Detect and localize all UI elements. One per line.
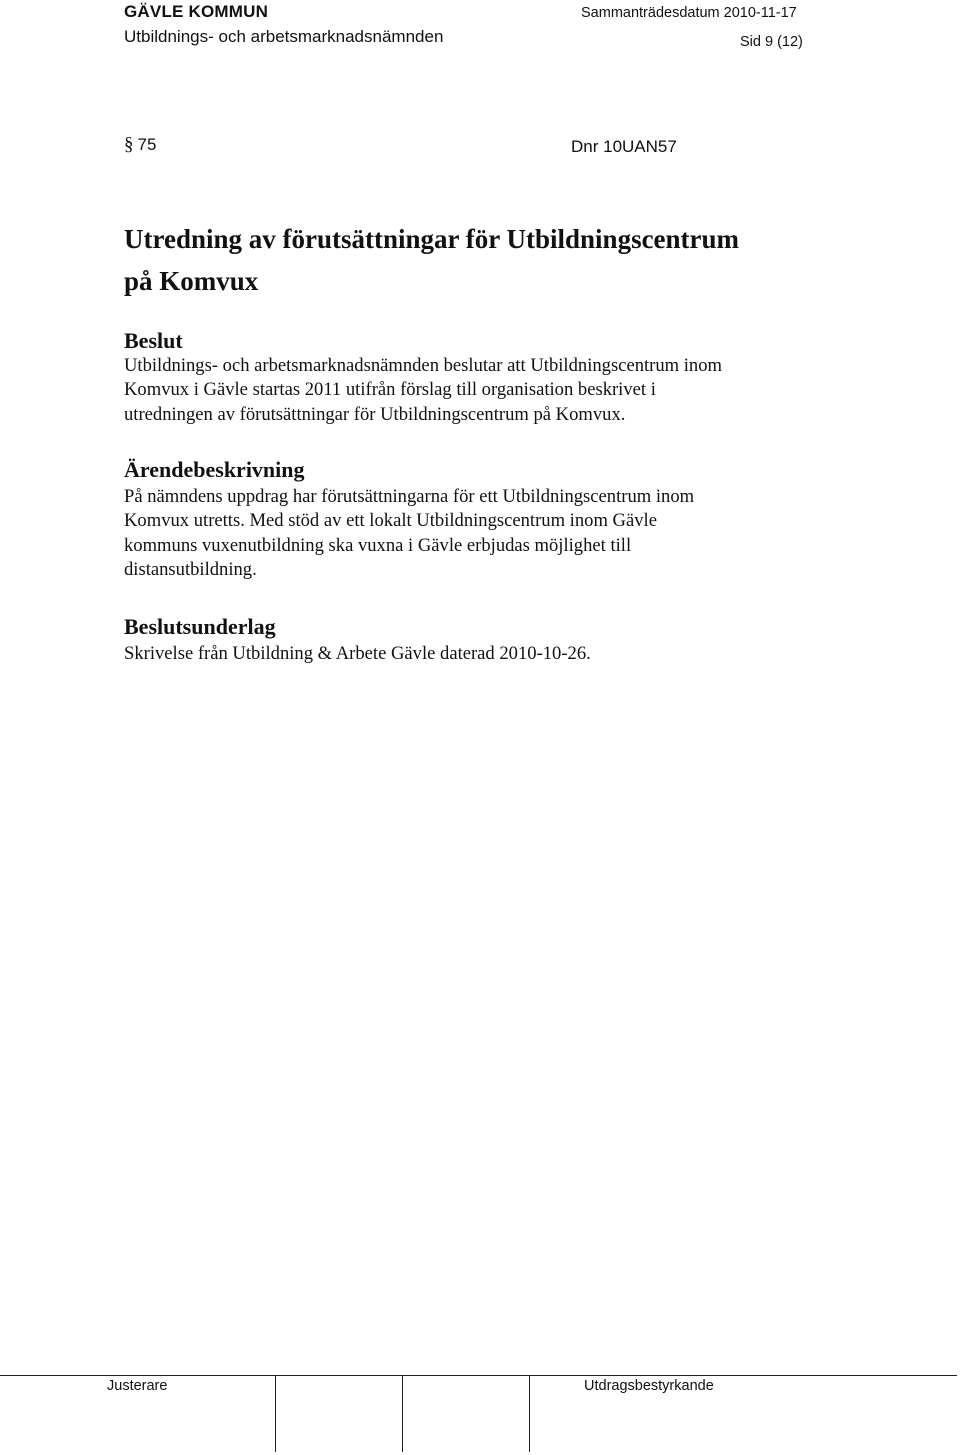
- section-text-beslutsunderlag: [124, 642, 814, 666]
- section-heading-arendebeskrivning: Ärendebeskrivning: [124, 457, 305, 482]
- diary-number: Dnr 10UAN57: [571, 137, 677, 156]
- page-number: Sid 9 (12): [740, 34, 803, 50]
- footer-column-divider: [275, 1375, 276, 1452]
- title-line: Utredning av förutsättningar för Utbildningscentrum: [124, 224, 740, 254]
- text-line: Komvux i Gävle startas 2011 utifrån förslag till organisation beskrivet i: [124, 379, 656, 401]
- text-line: utredningen av förutsättningar för Utbildningscentrum på Komvux.: [124, 403, 626, 425]
- text-line: kommuns vuxenutbildning ska vuxna i Gävle erbjudas möjlighet till: [124, 534, 632, 556]
- text-line: Utbildnings- och arbetsmarknadsnämnden beslutar att Utbildningscentrum inom: [124, 355, 722, 376]
- text-line: Skrivelse från Utbildning & Arbete Gävle daterad 2010-10-26.: [124, 643, 591, 664]
- footer-column-divider: [529, 1375, 530, 1452]
- paragraph-number: [124, 134, 156, 156]
- document-title: [124, 218, 884, 302]
- section-sign: §: [124, 134, 134, 155]
- footer-column-divider: [402, 1375, 403, 1452]
- section-text-beslut: [124, 354, 814, 427]
- text-line: distansutbildning.: [124, 558, 257, 580]
- title-line: på Komvux: [124, 266, 259, 296]
- footer-divider: [0, 1375, 957, 1376]
- text-line: På nämndens uppdrag har förutsättningarna för ett Utbildningscentrum inom: [124, 486, 695, 507]
- text-line: Komvux utretts. Med stöd av ett lokalt Utbildningscentrum inom Gävle: [124, 510, 657, 532]
- section-heading-beslutsunderlag: Beslutsunderlag: [124, 614, 276, 639]
- paragraph-number-value: 75: [137, 135, 157, 154]
- section-text-arendebeskrivning: [124, 485, 814, 582]
- footer-label-utdragsbestyrkande: Utdragsbestyrkande: [584, 1378, 714, 1394]
- committee-name: Utbildnings- och arbetsmarknadsnämnden: [124, 27, 444, 46]
- footer-label-justerare: Justerare: [107, 1378, 168, 1394]
- section-heading-beslut: Beslut: [124, 328, 183, 353]
- organization-name: GÄVLE KOMMUN: [124, 2, 269, 21]
- meeting-date: Sammanträdesdatum 2010-11-17: [581, 5, 797, 21]
